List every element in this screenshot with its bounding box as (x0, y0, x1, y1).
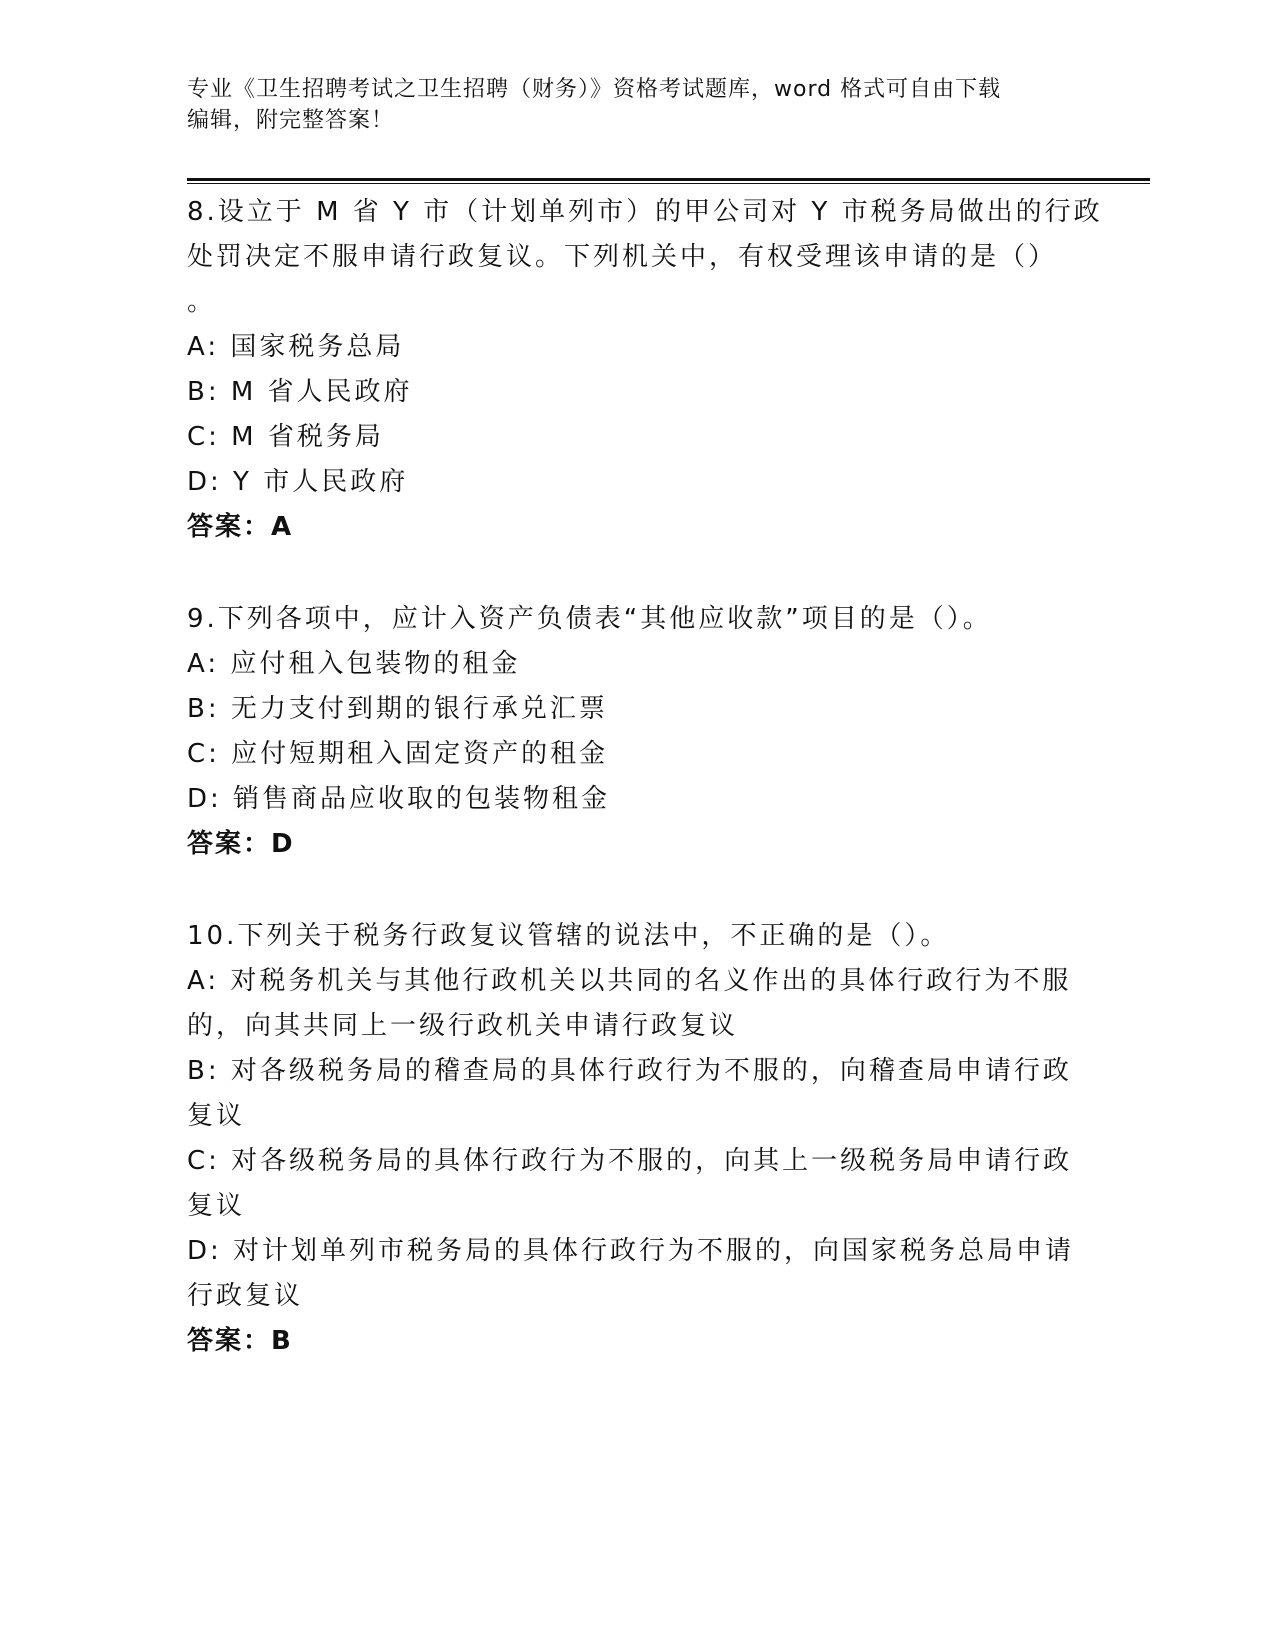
header-line: 编辑，附完整答案！ (187, 108, 395, 133)
answer-label: 答案：A (187, 512, 294, 542)
option-d: D: Y 市人民政府 (187, 467, 409, 497)
document-header (187, 74, 1067, 136)
answer-label: 答案：B (187, 1326, 293, 1356)
question-block (187, 597, 1087, 867)
header-divider (187, 178, 1150, 181)
option-c: C: 应付短期租入固定资产的租金 (187, 739, 609, 769)
option-c: C: M 省税务局 (187, 422, 384, 452)
option-a: A: 国家税务总局 (187, 332, 405, 362)
option-d: D: 对计划单列市税务局的具体行政行为不服的，向国家税务总局申请 (187, 1236, 1075, 1266)
option-d-continued: 行政复议 (187, 1281, 304, 1311)
option-d: D: 销售商品应收取的包装物租金 (187, 784, 611, 814)
option-b: B: 无力支付到期的银行承兑汇票 (187, 694, 608, 724)
question-stem: 处罚决定不服申请行政复议。下列机关中，有权受理该申请的是（） (187, 242, 1058, 272)
question-stem: 。 (187, 287, 217, 317)
question-block (187, 190, 1103, 550)
answer-label: 答案：D (187, 829, 295, 859)
question-spacer (187, 550, 1087, 597)
question-block (187, 914, 1087, 1364)
option-b: B: 对各级税务局的稽查局的具体行政行为不服的，向稽查局申请行政 (187, 1056, 1072, 1086)
option-a: A: 对税务机关与其他行政机关以共同的名义作出的具体行政行为不服 (187, 966, 1072, 996)
header-line: 专业《卫生招聘考试之卫生招聘（财务）》资格考试题库，word 格式可自由下载 (187, 77, 1002, 102)
question-list (187, 190, 1103, 1364)
header-divider-thin (187, 183, 1150, 184)
question-spacer (187, 867, 1087, 914)
question-stem: 9.下列各项中，应计入资产负债表“其他应收款”项目的是（）。 (187, 604, 992, 634)
option-b: B: M 省人民政府 (187, 377, 413, 407)
option-c: C: 对各级税务局的具体行政行为不服的，向其上一级税务局申请行政 (187, 1146, 1073, 1176)
question-stem: 8.设立于 M 省 Y 市（计划单列市）的甲公司对 Y 市税务局做出的行政 (187, 197, 1103, 227)
option-a-continued: 的，向其共同上一级行政机关申请行政复议 (187, 1011, 739, 1041)
question-stem: 10.下列关于税务行政复议管辖的说法中，不正确的是（）。 (187, 921, 950, 951)
option-b-continued: 复议 (187, 1101, 246, 1131)
option-a: A: 应付租入包装物的租金 (187, 649, 521, 679)
option-c-continued: 复议 (187, 1191, 246, 1221)
